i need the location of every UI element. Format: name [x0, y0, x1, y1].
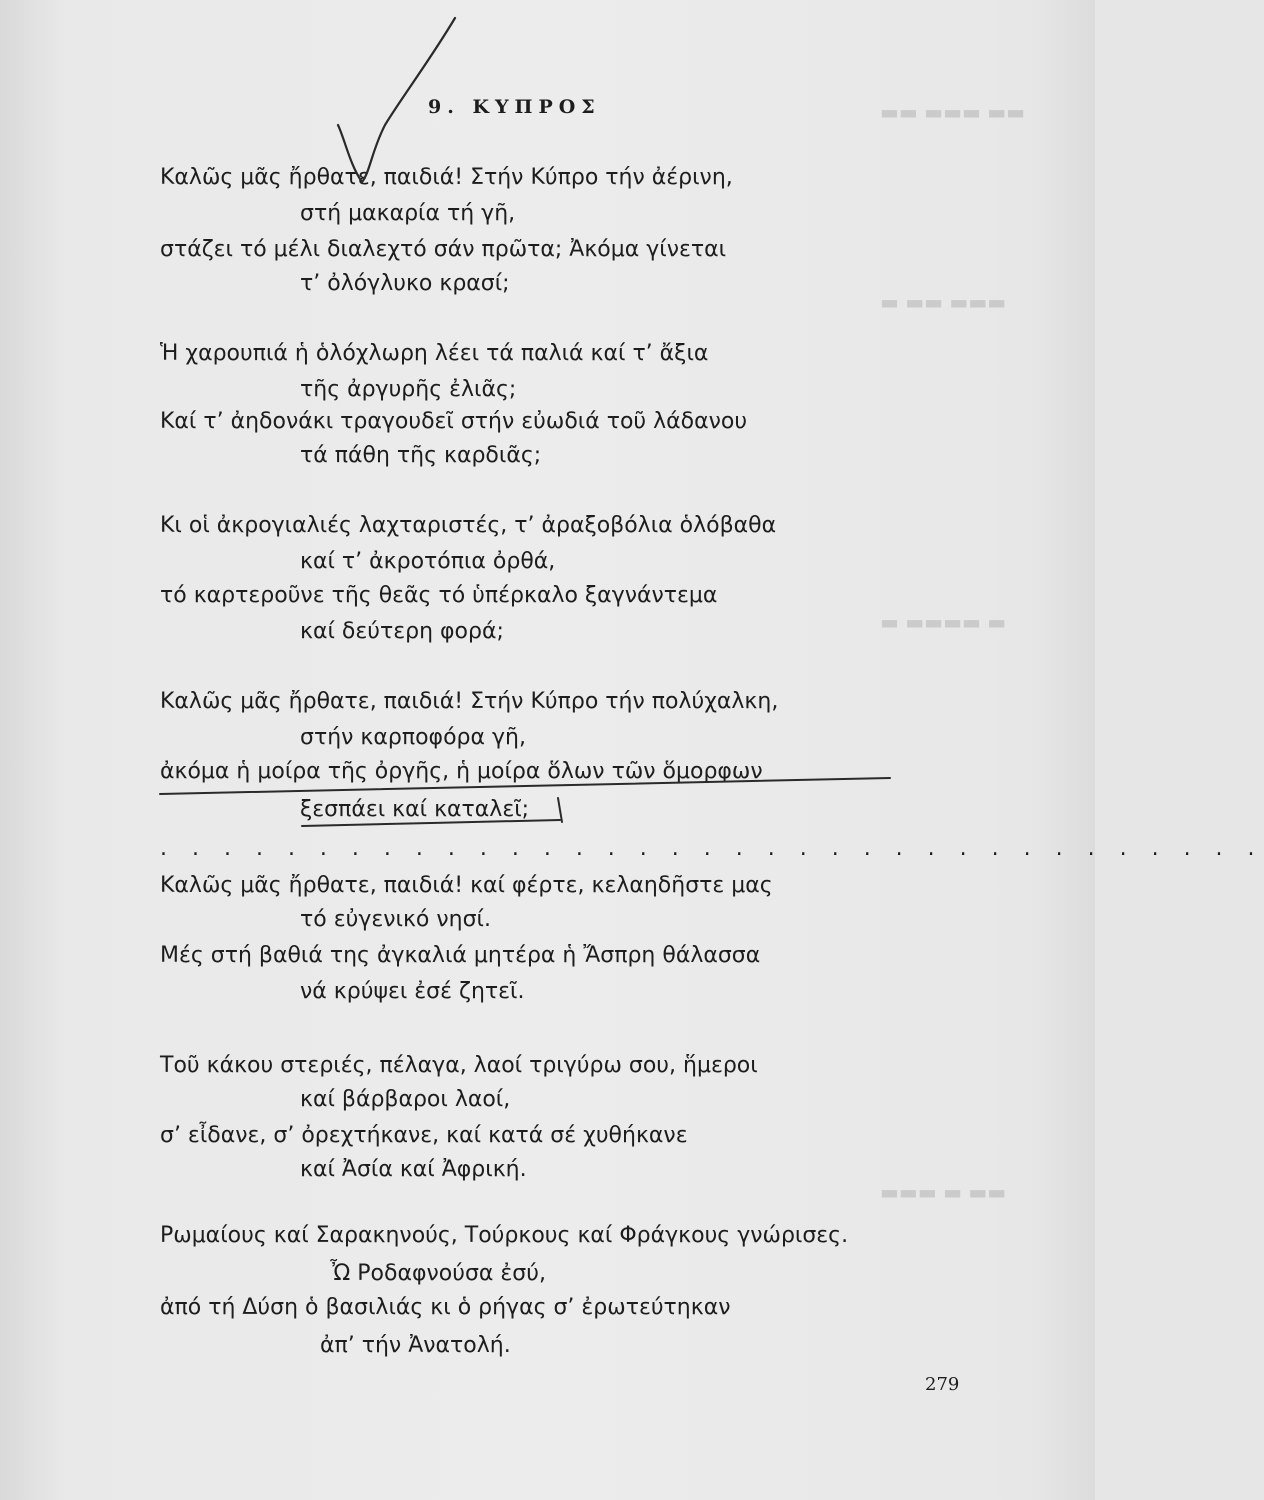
- poem-line: Τοῦ κάκου στεριές, πέλαγα, λαοί τριγύρω σου, ἥμεροι: [160, 1053, 758, 1078]
- poem-line: Καλῶς μᾶς ἤρθατε, παιδιά! Στήν Κύπρο τήν πολύχαλκη,: [160, 689, 779, 714]
- poem-line: Καί τ’ ἀηδονάκι τραγουδεῖ στήν εὐωδιά τοῦ λάδανου: [160, 409, 748, 434]
- poem-line: τ’ ὀλόγλυκο κρασί;: [300, 271, 510, 296]
- poem-line: ἀπ’ τήν Ἀνατολή.: [320, 1333, 511, 1358]
- handwritten-underline: [160, 778, 890, 794]
- handwritten-checkmark: [338, 18, 455, 182]
- handwritten-vertical-mark: [558, 798, 562, 822]
- poem-line: στήν καρποφόρα γῆ,: [300, 725, 526, 750]
- poem-line: Καλῶς μᾶς ἤρθατε, παιδιά! Στήν Κύπρο τήν ἀέρινη,: [160, 165, 733, 190]
- poem-line: τό εὐγενικό νησί.: [300, 907, 491, 932]
- handwritten-underline: [302, 820, 560, 826]
- show-through-texture: ▬▬ ▬▬▬ ▬▬: [880, 100, 1025, 124]
- poem-line: Ὦ Ροδαφνούσα ἐσύ,: [330, 1261, 546, 1286]
- show-through-texture: ▬▬ ▬ ▬▬▬: [880, 1180, 1007, 1204]
- poem-line: στή μακαρία τή γῆ,: [300, 201, 516, 226]
- poem-line: τῆς ἀργυρῆς ἐλιᾶς;: [300, 377, 517, 402]
- ellipsis-row: . . . . . . . . . . . . . . . . . . . . . . . . . . . . . . . . . . .: [160, 836, 1264, 861]
- poem-title: 9. ΚΥΠΡΟΣ: [428, 96, 601, 118]
- poem-line: Κι οἱ ἀκρογιαλιές λαχταριστές, τ’ ἀραξοβόλια ὁλόβαθα: [160, 513, 777, 538]
- poem-line: στάζει τό μέλι διαλεχτό σάν πρῶτα; Ἀκόμα γίνεται: [160, 237, 727, 262]
- poem-line: τό καρτεροῦνε τῆς θεᾶς τό ὑπέρκαλο ξαγνάντεμα: [160, 583, 718, 608]
- poem-line: ἀπό τή Δύση ὁ βασιλιάς κι ὁ ρήγας σ’ ἐρωτεύτηκαν: [160, 1295, 731, 1320]
- poem-line: Ἡ χαρουπιά ἡ ὁλόχλωρη λέει τά παλιά καί τ’ ἄξια: [160, 341, 709, 366]
- show-through-texture: ▬▬▬ ▬▬ ▬: [880, 290, 1007, 314]
- poem-line: Ρωμαίους καί Σαρακηνούς, Τούρκους καί Φράγκους γνώρισες.: [160, 1223, 849, 1248]
- poem-line: Καλῶς μᾶς ἤρθατε, παιδιά! καί φέρτε, κελαηδῆστε μας: [160, 873, 773, 898]
- poem-line-underlined: ἀκόμα ἡ μοίρα τῆς ὀργῆς, ἡ μοίρα ὅλων τῶν ὅμορφων: [160, 759, 763, 784]
- poem-line: νά κρύψει ἐσέ ζητεῖ.: [300, 979, 525, 1004]
- page-number: 279: [925, 1374, 960, 1395]
- poem-line-underlined: ξεσπάει καί καταλεῖ;: [300, 797, 530, 822]
- poem-line: καί τ’ ἀκροτόπια ὀρθά,: [300, 549, 556, 574]
- poem-line: Μές στή βαθιά της ἀγκαλιά μητέρα ἡ Ἄσπρη θάλασσα: [160, 943, 761, 968]
- poem-line: σ’ εἶδανε, σ’ ὀρεχτήκανε, καί κατά σέ χυθήκανε: [160, 1123, 688, 1148]
- poem-line: τά πάθη τῆς καρδιᾶς;: [300, 443, 542, 468]
- poem-line: καί δεύτερη φορά;: [300, 619, 504, 644]
- poem-line: καί βάρβαροι λαοί,: [300, 1087, 511, 1112]
- show-through-texture: ▬ ▬▬▬▬ ▬: [880, 610, 1007, 634]
- poem-line: καί Ἀσία καί Ἀφρική.: [300, 1157, 527, 1182]
